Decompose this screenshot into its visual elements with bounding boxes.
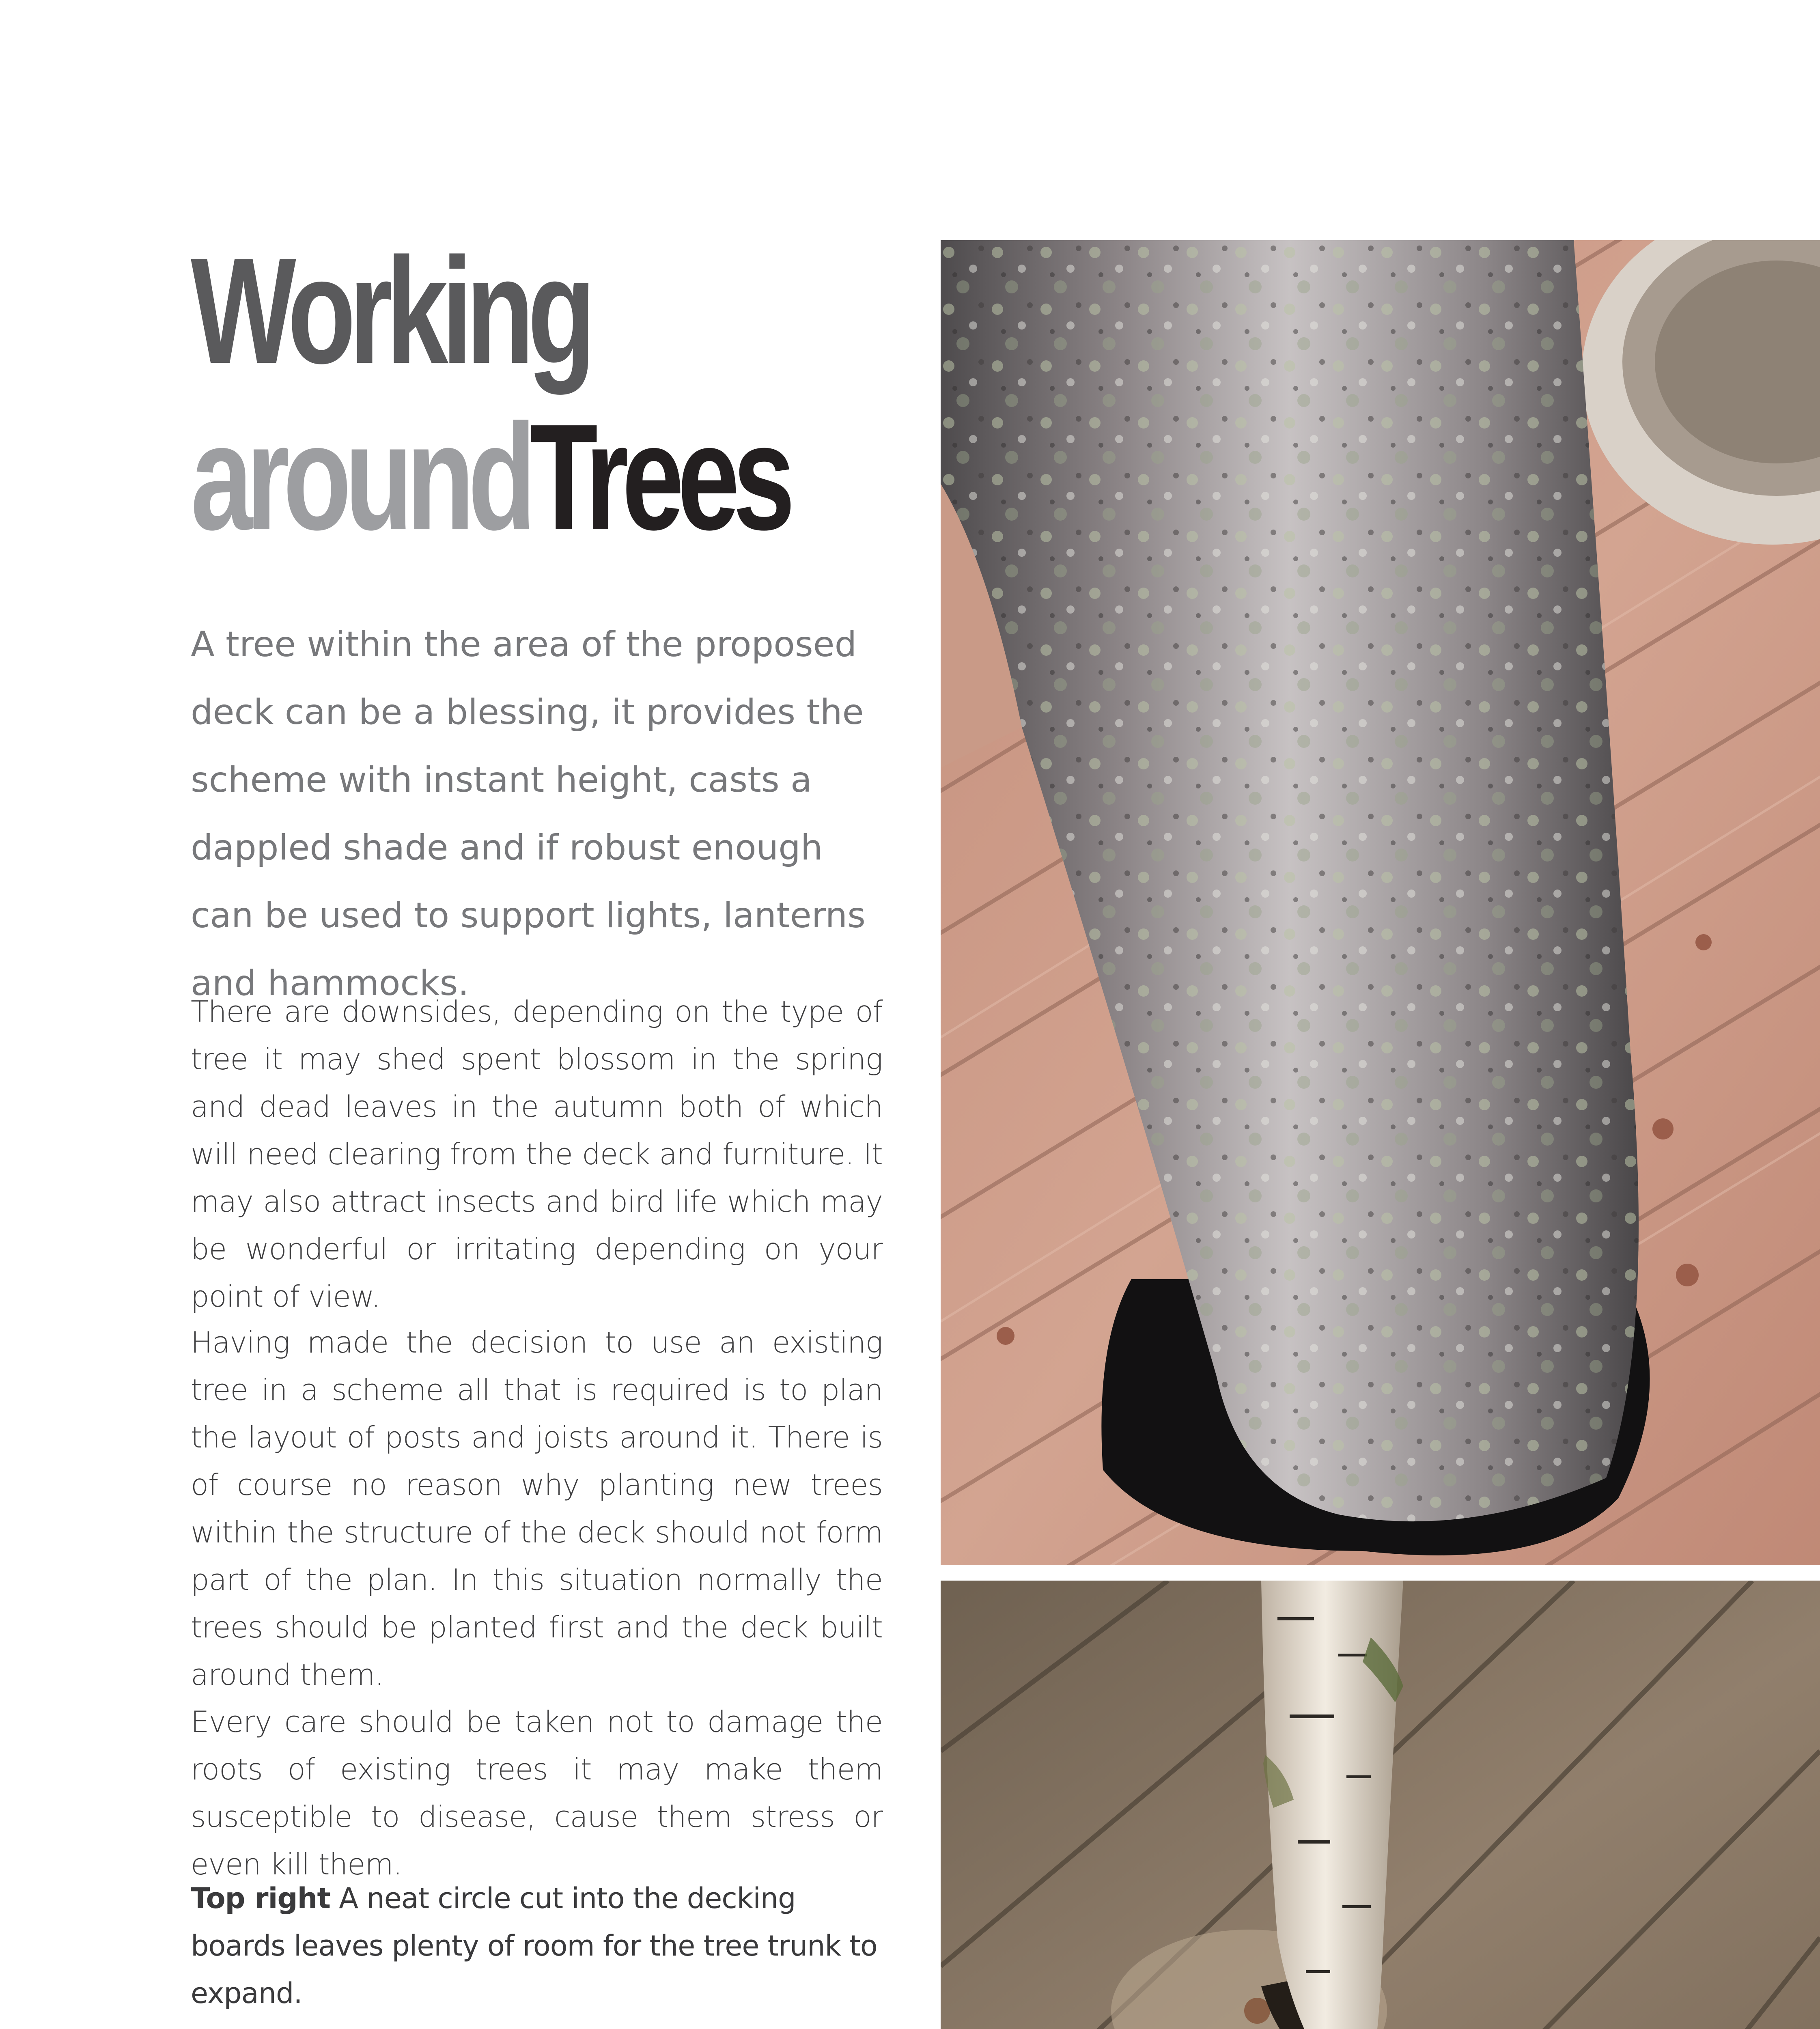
- title-word-trees: Trees: [530, 392, 789, 561]
- page-title: [191, 227, 921, 560]
- title-line-working: Working: [191, 226, 590, 395]
- title-line-around-trees: [191, 392, 789, 561]
- body-paragraph-downsides: There are downsides, depending on the type of tree it may shed spent blossom in the spring and dead leaves in the autumn both of which will need clearing from the deck and furniture. It may also attract insects and bird life which may be wonderful or irritating depending on your point of view.: [191, 995, 883, 1314]
- caption-text: A neat circle cut into the decking boards leaves plenty of room for the tree trunk to expand.: [191, 1882, 877, 2010]
- silver-birch-through-deck-photo: [941, 1581, 1820, 2029]
- caption-top-right: [191, 1875, 889, 2017]
- caption-label: Top right: [191, 1882, 330, 1915]
- tree-through-deck-circle-photo: [941, 240, 1820, 1565]
- body-paragraph-roots: Every care should be taken not to damage the roots of existing trees it may make them susceptible to disease, cause them stress or even kill them.: [191, 1705, 883, 1881]
- title-word-around: around: [191, 392, 530, 561]
- lead-paragraph: A tree within the area of the proposed deck can be a blessing, it provides the scheme with instant height, casts a dappled shade and if robust enough can be used to support lights, lanterns and hammocks.: [191, 624, 866, 1004]
- body-paragraph-existing-tree: Having made the decision to use an existing tree in a scheme all that is required is to plan the layout of posts and joists around it. There is of course no reason why planting new trees within the structure of the deck should not form part of the plan. In this situation normally the trees should be planted first and the deck built around them.: [191, 1325, 883, 1692]
